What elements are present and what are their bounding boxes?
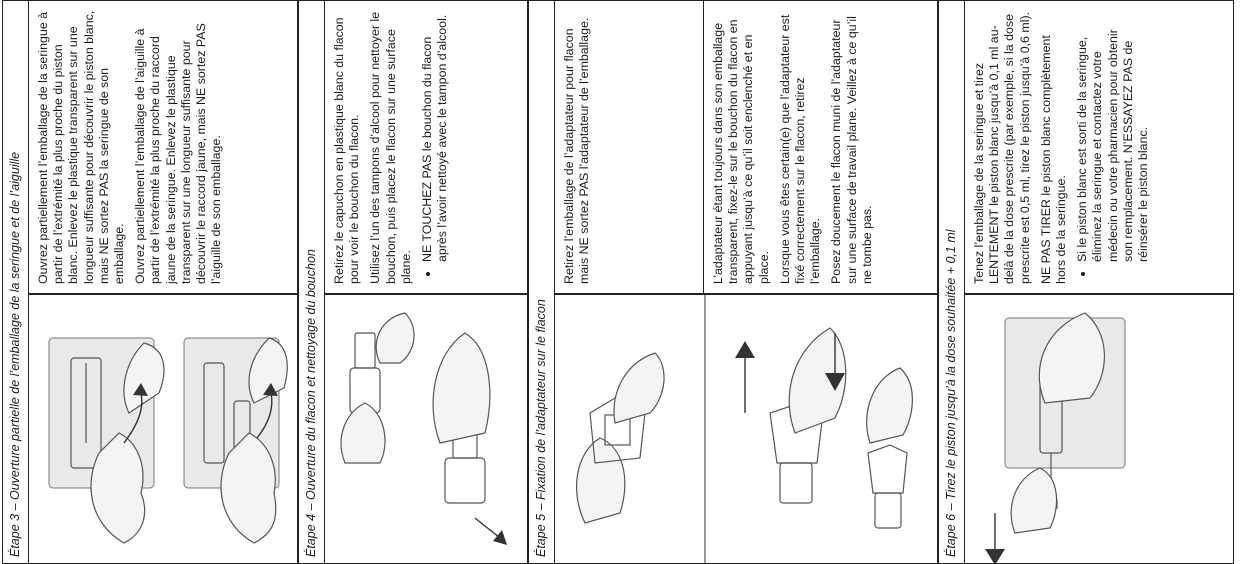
step-4-bullet-list	[420, 9, 450, 284]
step-3-title: Étape 3 – Ouverture partielle de l’emballage de la seringue et de l’aiguille	[2, 0, 29, 564]
step-6-paragraph-1: Tenez l’emballage de la seringue et tirez LENTEMENT le piston blanc jusqu’à 0,1 ml au-delà de la dose prescrite (par exemple, si la dose prescrite est 0,5 ml, tirez le piston jusqu’à 0,6 ml).	[972, 11, 1032, 284]
hands-pulling-syringe-plunger-illustration	[965, 295, 1233, 563]
step-6-bullet-list	[1075, 9, 1151, 284]
step-4-instructions	[324, 0, 528, 294]
step-5-paragraph-3: Lorsque vous êtes certain(e) que l’adaptateur est fixé correctement sur le flacon, retirez l’emballage.	[777, 14, 823, 284]
step-3-paragraph-2: Ouvrez partiellement l’emballage de l’aiguille à partir de l’extrémité la plus proche du raccord jaune de la seringue. Enlevez le plastique transparent sur une longueur suffisante pour découvrir le raccord jaune, mais NE sortez PAS l’aiguille de son emballage.	[133, 23, 224, 284]
step-6-illustration-cell	[964, 294, 1234, 564]
step-3-section	[2, 0, 298, 564]
step-3-illustration-cell	[28, 294, 298, 564]
step-5-title: Étape 5 – Fixation de l’adaptateur sur le flacon	[528, 0, 555, 564]
step-6-instructions	[964, 0, 1234, 294]
step-4-bullet-1: • NE TOUCHEZ PAS le bouchon du flacon après l’avoir nettoyé avec le tampon d’alcool.	[420, 9, 450, 262]
step-5-section	[528, 0, 938, 564]
step-6-bullet-1: • Si le piston blanc est sorti de la seringue, éliminez la seringue et contactez votre médecin ou votre pharmacien pour obtenir son remplacement. N’ESSAYEZ PAS de réinsérer le piston blanc.	[1075, 9, 1151, 262]
step-6-paragraph-2: NE PAS TIRER le piston blanc complètement hors de la seringue.	[1038, 35, 1069, 284]
step-5-paragraph-1: Retirez l’emballage de l’adaptateur pour flacon mais NE sortez PAS l’adaptateur de l’emballage.	[562, 17, 592, 284]
step-5-paragraph-4: Posez doucement le flacon muni de l’adaptateur sur une surface de travail plane. Veillez à ce qu’il ne tombe pas.	[829, 16, 874, 284]
step-4-paragraph-2: Utilisez l’un des tampons d’alcool pour nettoyer le bouchon, puis placez le flacon sur une surface plane.	[368, 11, 413, 284]
step-4-section	[298, 0, 528, 564]
step-5-instructions-top	[554, 0, 704, 294]
hands-opening-syringe-package-illustration	[29, 295, 297, 563]
step-5-illustration-cell	[554, 294, 938, 564]
step-5-instructions-bottom	[703, 0, 938, 294]
step-6-title: Étape 6 – Tirez le piston jusqu’à la dose souhaitée + 0,1 ml	[938, 0, 965, 564]
step-3-paragraph-1: Ouvrez partiellement l’emballage de la seringue à partir de l’extrémité la plus proche du piston blanc. Enlevez le plastique transparent sur une longueur suffisante pour découvrir le piston blanc, mais NE sortez PAS la seringue de son emballage.	[36, 10, 127, 284]
step-4-title: Étape 4 – Ouverture du flacon et nettoyage du bouchon	[298, 0, 325, 564]
step-5-paragraph-2: L’adaptateur étant toujours dans son emballage transparent, fixez-le sur le bouchon du flacon en appuyant jusqu’à ce qu’il soit enclenché et en place.	[711, 19, 771, 284]
step-4-illustration-cell	[324, 294, 528, 564]
hands-uncapping-and-cleaning-vial-illustration	[325, 295, 527, 563]
step-4-paragraph-1: Retirez le capuchon en plastique blanc du flacon pour voir le bouchon du flacon.	[332, 17, 362, 284]
step-6-section	[938, 0, 1246, 564]
step-3-instructions	[28, 0, 298, 294]
hands-attaching-vial-adapter-illustration	[555, 295, 937, 563]
